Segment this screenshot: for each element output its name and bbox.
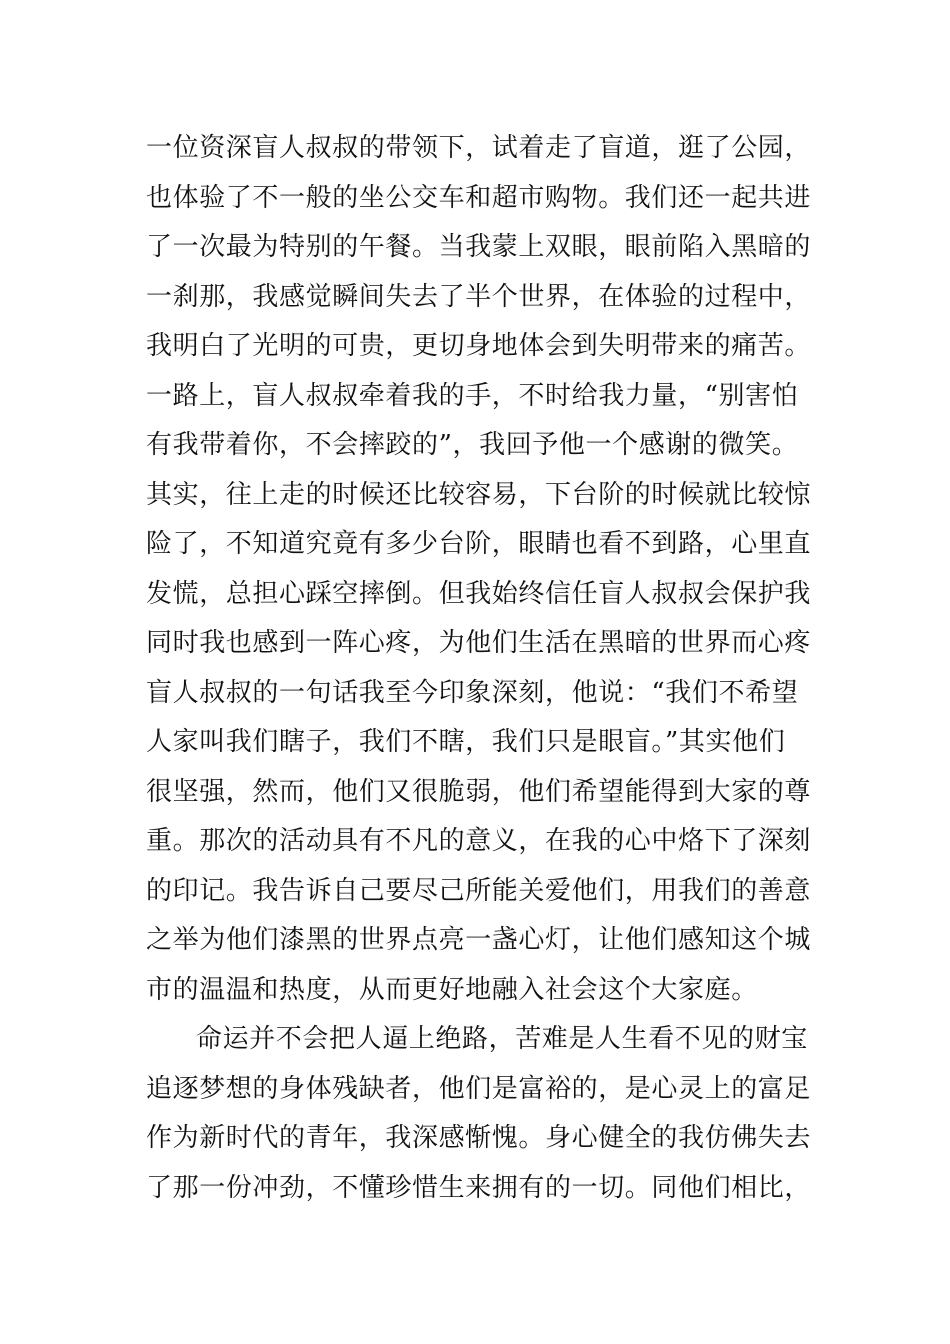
text-line: 同时我也感到一阵心疼，为他们生活在黑暗的世界而心疼 [146,628,812,658]
text-line: 了那一份冲劲，不懂珍惜生来拥有的一切。同他们相比， [146,1172,812,1203]
text-line: 盲人叔叔的一句话我至今印象深刻，他说：“我们不希望 [146,677,799,708]
text-line: 作为新时代的青年，我深感惭愧。身心健全的我仿佛失去 [146,1123,812,1153]
text-line: 有我带着你，不会摔跤的”，我回予他一个感谢的微笑。 [146,430,799,460]
text-line: 人家叫我们瞎子，我们不瞎，我们只是眼盲。”其实他们 [146,727,786,757]
text-line: 市的温温和热度，从而更好地融入社会这个大家庭。 [146,974,758,1005]
text-line: 发慌，总担心踩空摔倒。但我始终信任盲人叔叔会保护我 [146,578,812,609]
paragraph-start-line: 命运并不会把人逼上绝路，苦难是人生看不见的财宝 [196,1024,808,1054]
text-line: 也体验了不一般的坐公交车和超市购物。我们还一起共进 [146,182,812,213]
text-line: 很坚强，然而，他们又很脆弱，他们希望能得到大家的尊 [146,776,812,807]
text-line: 一位资深盲人叔叔的带领下，试着走了盲道，逛了公园， [146,133,812,163]
text-line: 的印记。我告诉自己要尽己所能关爱他们，用我们的善意 [146,875,812,906]
text-line: 追逐梦想的身体残缺者，他们是富裕的，是心灵上的富足 [146,1073,812,1104]
text-line: 其实，往上走的时候还比较容易，下台阶的时候就比较惊 [146,479,812,510]
text-line: 一路上，盲人叔叔牵着我的手，不时给我力量，“别害怕 [146,380,799,411]
body-text [146,124,812,1213]
text-line: 之举为他们漆黑的世界点亮一盏心灯，让他们感知这个城 [146,925,812,955]
text-line: 我明白了光明的可贵，更切身地体会到失明带来的痛苦。 [146,331,812,361]
text-line: 一刹那，我感觉瞬间失去了半个世界，在体验的过程中， [146,281,812,312]
text-line: 险了，不知道究竟有多少台阶，眼睛也看不到路，心里直 [146,529,812,559]
text-line: 重。那次的活动具有不凡的意义，在我的心中烙下了深刻 [146,826,812,856]
text-line: 了一次最为特别的午餐。当我蒙上双眼，眼前陷入黑暗的 [146,232,812,262]
